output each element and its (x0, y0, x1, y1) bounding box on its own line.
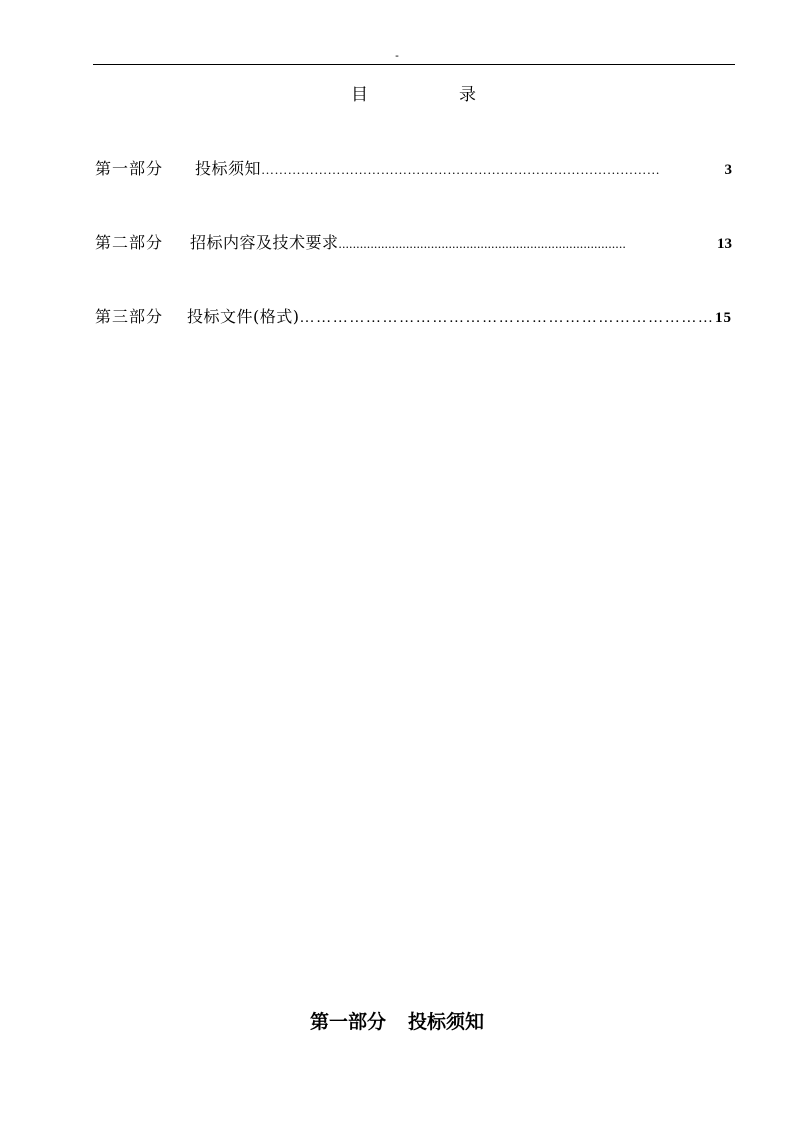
toc-title-right: 录 (459, 85, 476, 105)
section-heading-part: 第一部分 (309, 1011, 386, 1033)
toc-entry-page: 13 (717, 236, 732, 252)
toc-entry-name: 投标须知 (195, 159, 262, 178)
header-mark: - (395, 49, 399, 62)
section-heading (0, 1010, 794, 1034)
header-rule (93, 64, 735, 65)
toc-entry-name: 投标文件(格式) (187, 307, 300, 326)
section-heading-name: 投标须知 (408, 1011, 485, 1033)
toc-entry-leader: ………………………………………………………………… (299, 310, 715, 326)
toc-title-left: 目 (351, 85, 368, 105)
toc-entry-part: 第三部分 (95, 307, 164, 326)
toc-entry-part: 第一部分 (95, 159, 164, 178)
toc-entry-1[interactable] (95, 158, 732, 180)
toc-entry-2[interactable] (95, 232, 732, 254)
toc-entry-leader: ................................................................................. (338, 236, 627, 251)
toc-entry-page: 3 (724, 162, 732, 178)
toc-title (0, 84, 794, 108)
toc-entry-leader: ……………………………………………………………………………… (261, 162, 661, 177)
toc-entry-part: 第二部分 (95, 233, 164, 252)
toc-entry-3[interactable] (95, 306, 732, 328)
toc-entry-page: 15 (715, 310, 732, 326)
toc-entry-name: 招标内容及技术要求 (190, 233, 339, 252)
